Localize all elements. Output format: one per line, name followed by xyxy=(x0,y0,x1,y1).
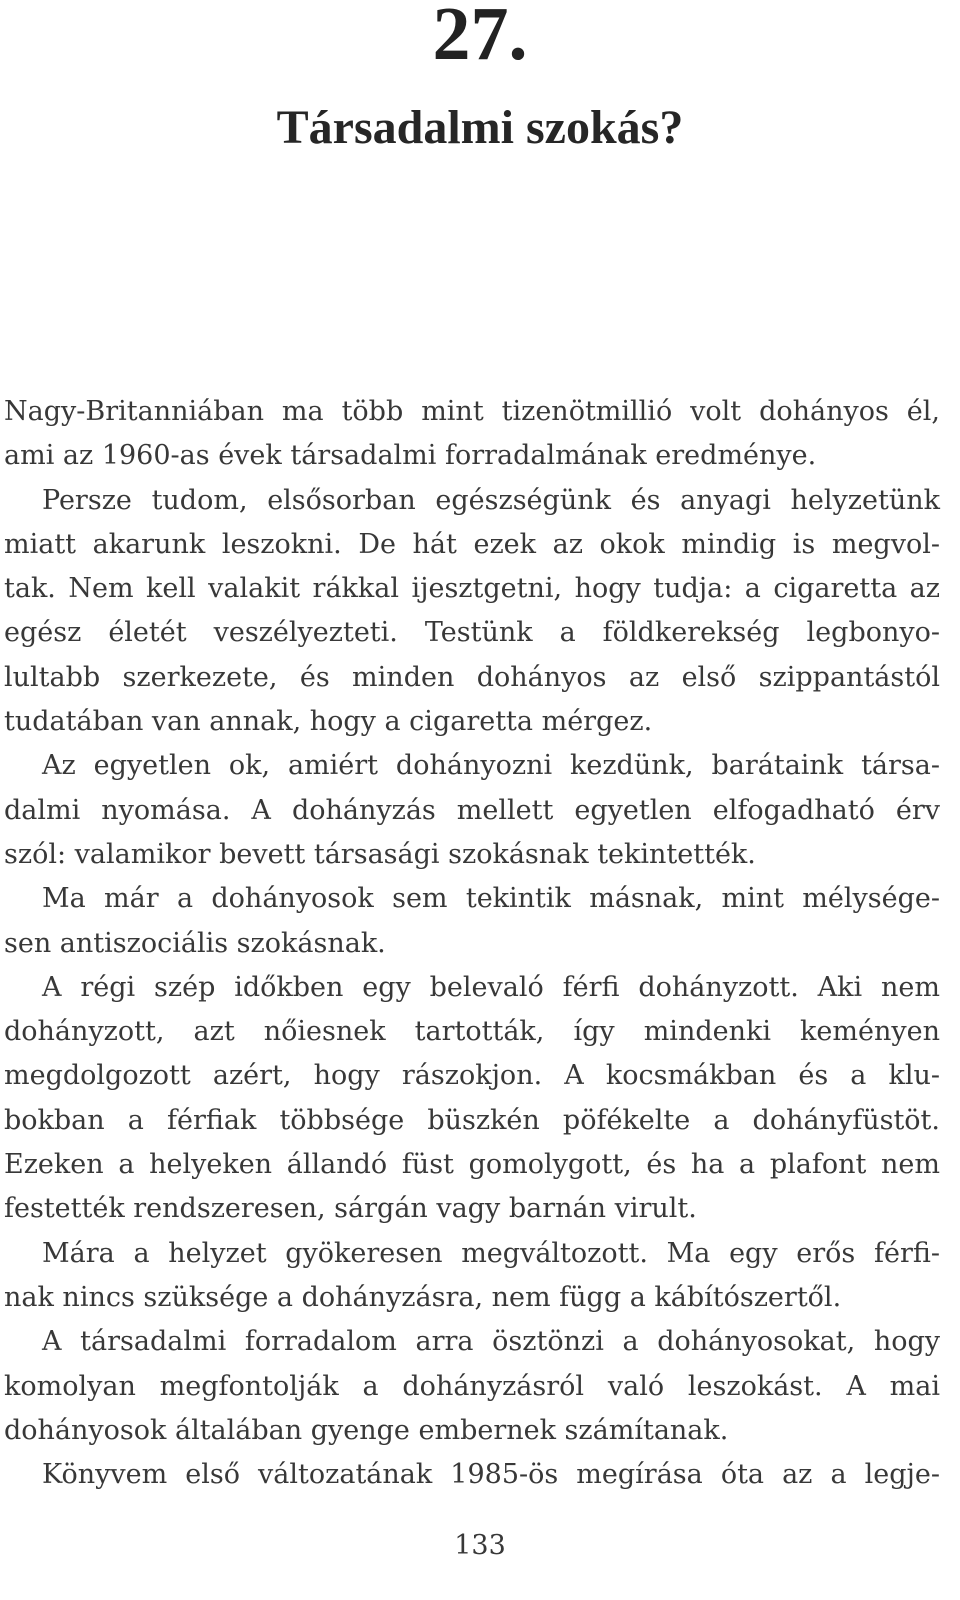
text-line: bokban a férfiak többsége büszkén pöfékelte a dohányfüstöt. xyxy=(4,1104,940,1136)
text-line: sen antiszociális szokásnak. xyxy=(4,927,386,959)
text-line: komolyan megfontolják a dohányzásról való leszokást. A mai xyxy=(4,1370,940,1402)
text-line: A régi szép időkben egy belevaló férfi dohányzott. Aki nem xyxy=(42,971,940,1003)
text-line: Ma már a dohányosok sem tekintik másnak, mint mélysége- xyxy=(42,883,940,915)
text-line: dohányosok általában gyenge embernek számítanak. xyxy=(4,1414,729,1446)
text-line: lultabb szerkezete, és minden dohányos az első szippantástól xyxy=(4,661,940,693)
text-line: Mára a helyzet gyökeresen megváltozott. Ma egy erős férfi- xyxy=(42,1237,940,1269)
body-text xyxy=(4,390,940,1497)
text-line: Nagy-Britanniában ma több mint tizenötmillió volt dohányos él, xyxy=(4,396,940,427)
text-line: dalmi nyomása. A dohányzás mellett egyetlen elfogadható érv xyxy=(4,794,940,826)
text-line: nak nincs szüksége a dohányzásra, nem függ a kábítószertől. xyxy=(4,1281,842,1313)
text-line: A társadalmi forradalom arra ösztönzi a dohányosokat, hogy xyxy=(42,1326,940,1358)
text-line: megdolgozott azért, hogy rászokjon. A kocsmákban és a klu- xyxy=(4,1060,940,1092)
text-line: Ezeken a helyeken állandó füst gomolygott, és ha a plafont nem xyxy=(4,1149,940,1181)
text-line: miatt akarunk leszokni. De hát ezek az okok mindig is megvol- xyxy=(4,528,940,560)
text-line: tak. Nem kell valakit rákkal ijesztgetni, hogy tudja: a cigaretta az xyxy=(4,573,940,605)
chapter-number: 27. xyxy=(432,0,528,76)
text-line: ami az 1960-as évek társadalmi forradalmának eredménye. xyxy=(4,440,817,472)
text-line: szól: valamikor bevett társasági szokásnak tekintették. xyxy=(4,838,756,870)
text-line: Könyvem első változatának 1985-ös megírása óta az a legje- xyxy=(42,1459,940,1491)
text-line: Az egyetlen ok, amiért dohányozni kezdünk, barátaink társa- xyxy=(42,750,940,782)
page-number: 133 xyxy=(454,1530,506,1561)
chapter-title: Társadalmi szokás? xyxy=(276,101,684,154)
text-line: egész életét veszélyezteti. Testünk a földkerekség legbonyo- xyxy=(4,617,940,649)
text-line: dohányzott, azt nőiesnek tartották, így mindenki keményen xyxy=(4,1016,940,1048)
text-line: festették rendszeresen, sárgán vagy barnán virult. xyxy=(4,1193,697,1225)
text-line: Persze tudom, elsősorban egészségünk és anyagi helyzetünk xyxy=(42,484,940,516)
text-line: tudatában van annak, hogy a cigaretta mérgez. xyxy=(4,706,653,738)
